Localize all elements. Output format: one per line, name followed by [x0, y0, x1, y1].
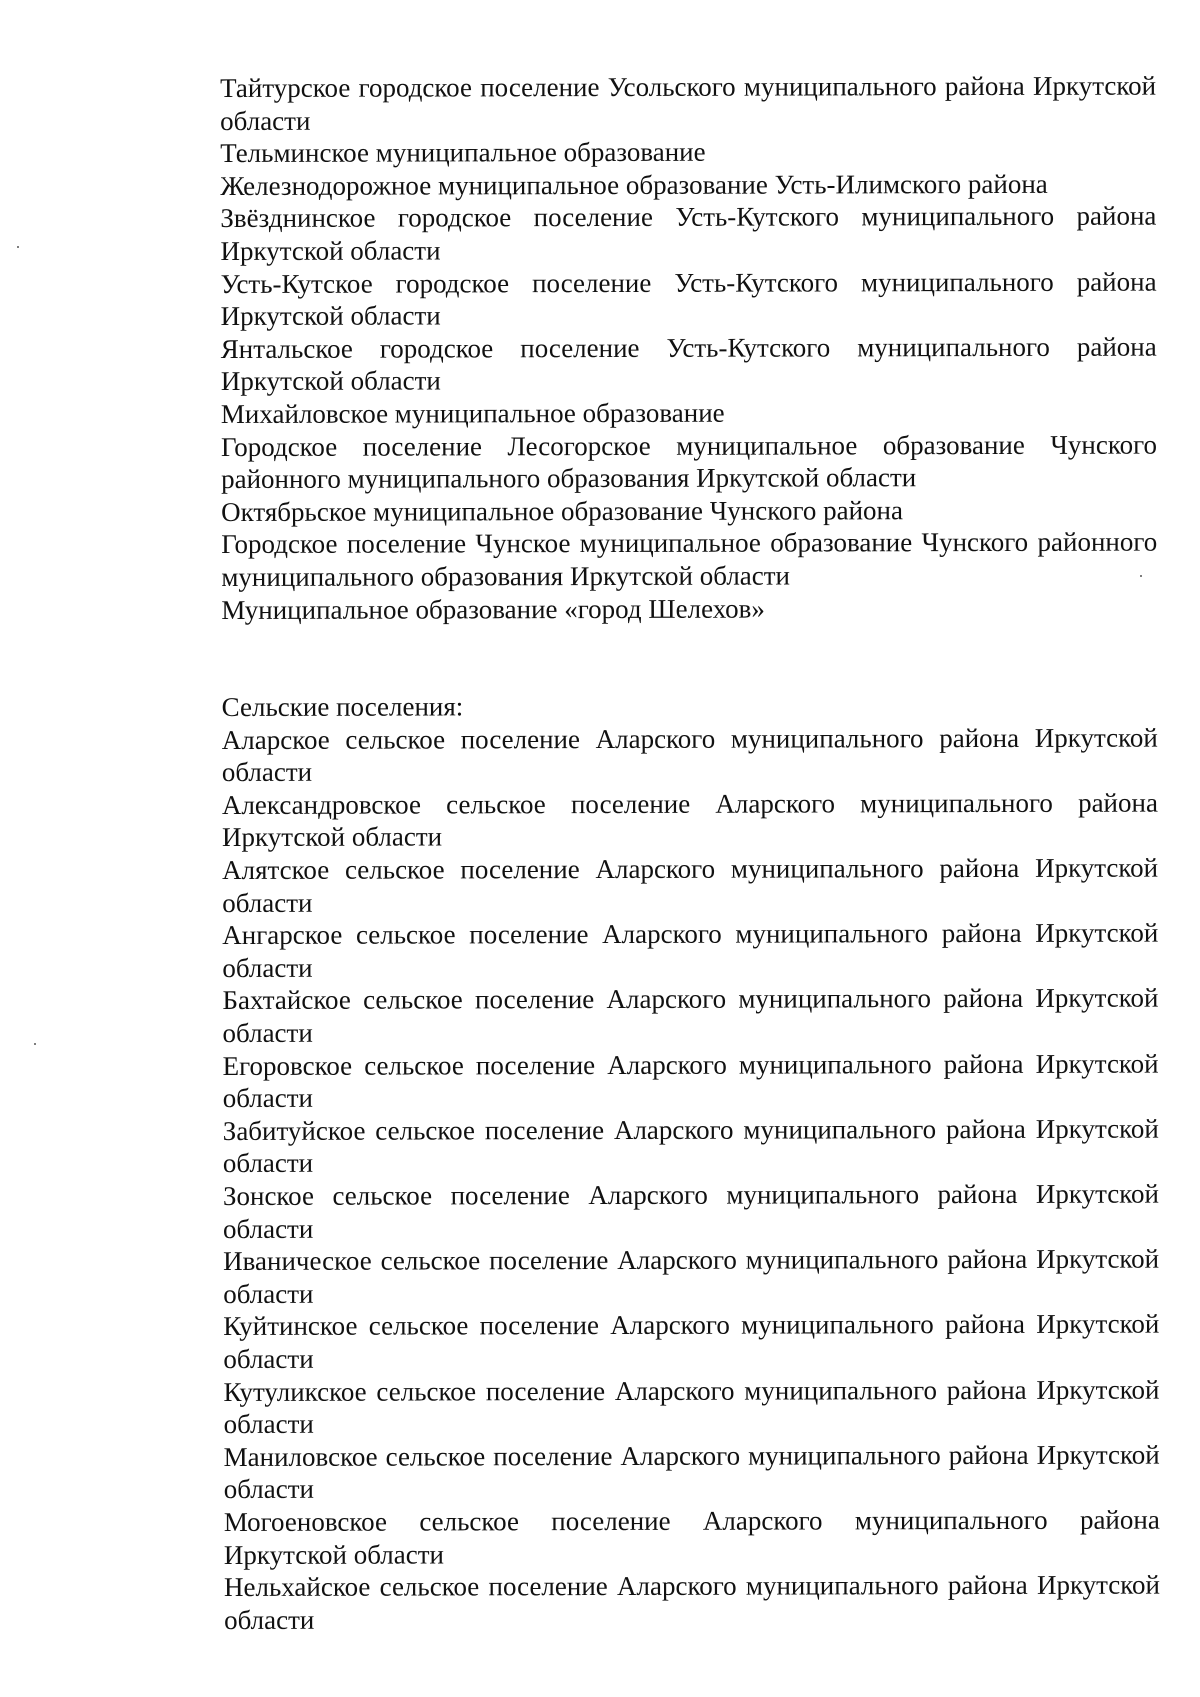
list-item: Ангарское сельское поселение Аларского муниципального района Иркутской области [222, 917, 1159, 983]
list-item: Александровское сельское поселение Аларского муниципального района Иркутской области [221, 787, 1158, 853]
list-item: Усть-Кутское городское поселение Усть-Кутского муниципального района Иркутской области [220, 266, 1157, 332]
rural-section-heading: Сельские поселения: [221, 691, 464, 723]
section-gap [221, 624, 1157, 691]
list-item: Нельхайское сельское поселение Аларского муниципального района Иркутской области [223, 1569, 1161, 1635]
list-item: Егоровское сельское поселение Аларского муниципального района Иркутской области [222, 1048, 1159, 1114]
scan-speck [17, 246, 19, 248]
list-item: Тельминское муниципальное образование [220, 136, 706, 169]
document-page [220, 70, 1160, 1637]
list-item: Забитуйское сельское поселение Аларского муниципального района Иркутской области [222, 1113, 1159, 1179]
scan-speck [34, 1043, 36, 1045]
list-item: Михайловское муниципальное образование [220, 397, 725, 429]
list-item: Кутуликское сельское поселение Аларского муниципального района Иркутской области [223, 1374, 1160, 1440]
scan-speck [1140, 575, 1142, 577]
list-item: Муниципальное образование «город Шелехов» [221, 593, 765, 625]
list-item: Куйтинское сельское поселение Аларского муниципального района Иркутской области [223, 1308, 1160, 1374]
list-item: Зонское сельское поселение Аларского муниципального района Иркутской области [222, 1178, 1159, 1244]
list-item: Могоеновское сельское поселение Аларского муниципального района Иркутской области [223, 1504, 1160, 1570]
list-item: Янтальское городское поселение Усть-Кутского муниципального района Иркутской области [220, 331, 1157, 397]
list-item: Маниловское сельское поселение Аларского муниципального района Иркутской области [223, 1439, 1160, 1505]
list-item: Тайтурское городское поселение Усольского муниципального района Иркутской области [220, 70, 1157, 136]
list-item: Бахтайское сельское поселение Аларского муниципального района Иркутской области [222, 982, 1159, 1049]
list-item: Городское поселение Лесогорское муниципальное образование Чунского районного муниципального образования Иркутской области [220, 429, 1158, 495]
list-item: Октябрьское муниципальное образование Чунского района [221, 494, 904, 527]
list-item: Аларское сельское поселение Аларского муниципального района Иркутской области [221, 722, 1158, 788]
urban-settlements-list [220, 70, 1157, 627]
list-item: Алятское сельское поселение Аларского муниципального района Иркутской области [222, 852, 1159, 918]
list-item: Звёзднинское городское поселение Усть-Кутского муниципального района Иркутской области [220, 200, 1157, 266]
list-item: Железнодорожное муниципальное образование Усть-Илимского района [220, 168, 1048, 201]
rural-settlements-list [222, 721, 1160, 1636]
list-item: Иваническое сельское поселение Аларского муниципального района Иркутской области [223, 1243, 1160, 1309]
list-item: Городское поселение Чунское муниципальное образование Чунского районного муниципального образования Иркутской области [221, 526, 1158, 592]
